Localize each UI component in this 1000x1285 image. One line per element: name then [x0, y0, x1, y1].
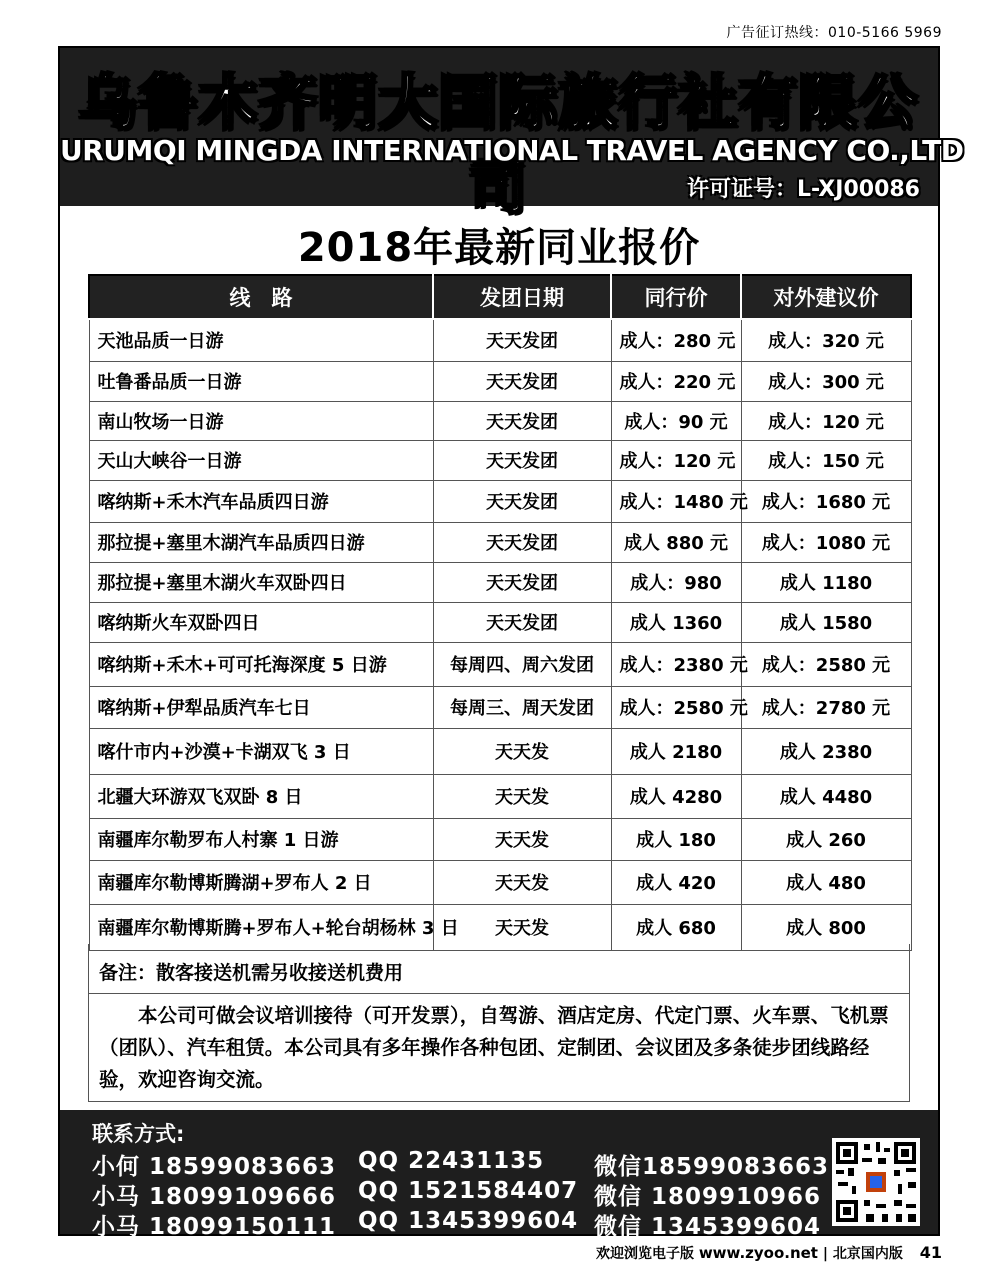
peer-price-cell: 成人：2580 元 [611, 686, 741, 728]
company-banner [60, 48, 964, 221]
contact-qq: QQ 22431135 [358, 1148, 545, 1174]
contact-wechat: 微信18599083663 [594, 1154, 830, 1180]
table-row [89, 361, 911, 401]
route-cell: 吐鲁番品质一日游 [89, 361, 433, 401]
date-cell: 每周三、周天发团 [433, 686, 611, 728]
route-cell: 南疆库尔勒罗布人村寨 1 日游 [89, 818, 433, 860]
page-footer [596, 1243, 942, 1263]
contact-wechat: 微信 1809910966 [594, 1184, 822, 1210]
route-cell: 北疆大环游双飞双卧 8 日 [89, 774, 433, 818]
contact-name-phone: 小何 18599083663 [92, 1154, 337, 1180]
company-intro: 本公司可做会议培训接待（可开发票），自驾游、酒店定房、代定门票、火车票、飞机票（团队）、汽车租赁。本公司具有多年操作各种包团、定制团、会议团及多条徒步团线路经验，欢迎咨询交流。 [88, 994, 910, 1102]
date-cell: 天天发团 [433, 522, 611, 562]
table-row [89, 728, 911, 774]
company-name-en: URUMQI MINGDA INTERNATIONAL TRAVEL AGENCY CO.,LTD [60, 134, 964, 167]
table-row [89, 440, 911, 480]
retail-price-cell: 成人 2380 [741, 728, 911, 774]
price-list-title: 2018年最新同业报价 [297, 225, 701, 271]
contact-label: 联系方式: [92, 1122, 185, 1146]
contact-qq: QQ 1521584407 [358, 1178, 579, 1204]
company-name-cn: 乌鲁木齐明大国际旅行社有限公司 [78, 69, 919, 221]
retail-price-cell: 成人 4480 [741, 774, 911, 818]
retail-price-cell: 成人 260 [741, 818, 911, 860]
peer-price-cell: 成人：280 元 [611, 319, 741, 361]
peer-price-cell: 成人：120 元 [611, 440, 741, 480]
retail-price-cell: 成人 1180 [741, 562, 911, 602]
date-cell: 天天发 [433, 728, 611, 774]
retail-price-cell: 成人：1080 元 [741, 522, 911, 562]
route-cell: 天池品质一日游 [89, 319, 433, 361]
route-cell: 喀什市内+沙漠+卡湖双飞 3 日 [89, 728, 433, 774]
footer-text: 欢迎浏览电子版 [595, 1246, 694, 1262]
retail-price-cell: 成人：2780 元 [741, 686, 911, 728]
route-cell: 喀纳斯火车双卧四日 [89, 602, 433, 642]
retail-price-cell: 成人 480 [741, 860, 911, 904]
date-cell: 天天发 [433, 904, 611, 950]
date-cell: 天天发团 [433, 602, 611, 642]
retail-price-cell: 成人：2580 元 [741, 642, 911, 686]
route-cell: 那拉提+塞里木湖火车双卧四日 [89, 562, 433, 602]
retail-price-cell: 成人 800 [741, 904, 911, 950]
qr-code-icon [832, 1138, 920, 1226]
contact-section [60, 1110, 938, 1240]
footer-divider: | [822, 1246, 828, 1262]
peer-price-cell: 成人：90 元 [611, 401, 741, 440]
date-cell: 天天发团 [433, 562, 611, 602]
peer-price-cell: 成人 680 [611, 904, 741, 950]
table-row [89, 401, 911, 440]
table-row [89, 480, 911, 522]
contact-qq: QQ 1345399604 [358, 1208, 579, 1234]
retail-price-cell: 成人：300 元 [741, 361, 911, 401]
route-cell: 南疆库尔勒博斯腾+罗布人+轮台胡杨林 3 日 [89, 904, 433, 950]
peer-price-cell: 成人：1480 元 [611, 480, 741, 522]
ad-frame [58, 46, 964, 1240]
peer-price-cell: 成人：2380 元 [611, 642, 741, 686]
page-number: 41 [919, 1243, 942, 1262]
license-number: 许可证号：L-XJ00086 [686, 177, 920, 202]
ad-hotline: 广告征订热线：010-5166 5969 [726, 25, 942, 41]
table-row [89, 860, 911, 904]
remark-note: 备注：散客接送机需另收接送机费用 [88, 944, 910, 994]
contact-name-phone: 小马 18099109666 [92, 1184, 337, 1210]
header-retail-price: 对外建议价 [741, 275, 911, 319]
date-cell: 天天发团 [433, 319, 611, 361]
route-cell: 喀纳斯+伊犁品质汽车七日 [89, 686, 433, 728]
date-cell: 天天发团 [433, 480, 611, 522]
date-cell: 天天发 [433, 774, 611, 818]
route-cell: 南疆库尔勒博斯腾湖+罗布人 2 日 [89, 860, 433, 904]
peer-price-cell: 成人 4280 [611, 774, 741, 818]
table-row [89, 522, 911, 562]
peer-price-cell: 成人：980 [611, 562, 741, 602]
route-cell: 喀纳斯+禾木汽车品质四日游 [89, 480, 433, 522]
route-cell: 南山牧场一日游 [89, 401, 433, 440]
contact-name-phone: 小马 18099150111 [92, 1214, 337, 1240]
footer-site: www.zyoo.net [698, 1244, 818, 1262]
table-row [89, 686, 911, 728]
header-route: 线 路 [89, 275, 433, 319]
table-row [89, 818, 911, 860]
date-cell: 每周四、周六发团 [433, 642, 611, 686]
route-cell: 喀纳斯+禾木+可可托海深度 5 日游 [89, 642, 433, 686]
price-table-body [89, 319, 911, 950]
header-date: 发团日期 [433, 275, 611, 319]
date-cell: 天天发团 [433, 440, 611, 480]
date-cell: 天天发团 [433, 361, 611, 401]
peer-price-cell: 成人 2180 [611, 728, 741, 774]
table-row [89, 319, 911, 361]
contact-wechat: 微信 1345399604 [594, 1214, 822, 1240]
date-cell: 天天发 [433, 860, 611, 904]
retail-price-cell: 成人 1580 [741, 602, 911, 642]
peer-price-cell: 成人 880 元 [611, 522, 741, 562]
table-row [89, 602, 911, 642]
retail-price-cell: 成人：320 元 [741, 319, 911, 361]
route-cell: 那拉提+塞里木湖汽车品质四日游 [89, 522, 433, 562]
table-header-row [89, 275, 911, 319]
date-cell: 天天发团 [433, 401, 611, 440]
price-table [88, 274, 912, 951]
table-row [89, 642, 911, 686]
route-cell: 天山大峡谷一日游 [89, 440, 433, 480]
header-peer-price: 同行价 [611, 275, 741, 319]
retail-price-cell: 成人：1680 元 [741, 480, 911, 522]
table-row [89, 774, 911, 818]
peer-price-cell: 成人 180 [611, 818, 741, 860]
retail-price-cell: 成人：120 元 [741, 401, 911, 440]
retail-price-cell: 成人：150 元 [741, 440, 911, 480]
table-row [89, 562, 911, 602]
peer-price-cell: 成人：220 元 [611, 361, 741, 401]
peer-price-cell: 成人 1360 [611, 602, 741, 642]
date-cell: 天天发 [433, 818, 611, 860]
peer-price-cell: 成人 420 [611, 860, 741, 904]
footer-edition: 北京国内版 [832, 1246, 903, 1262]
